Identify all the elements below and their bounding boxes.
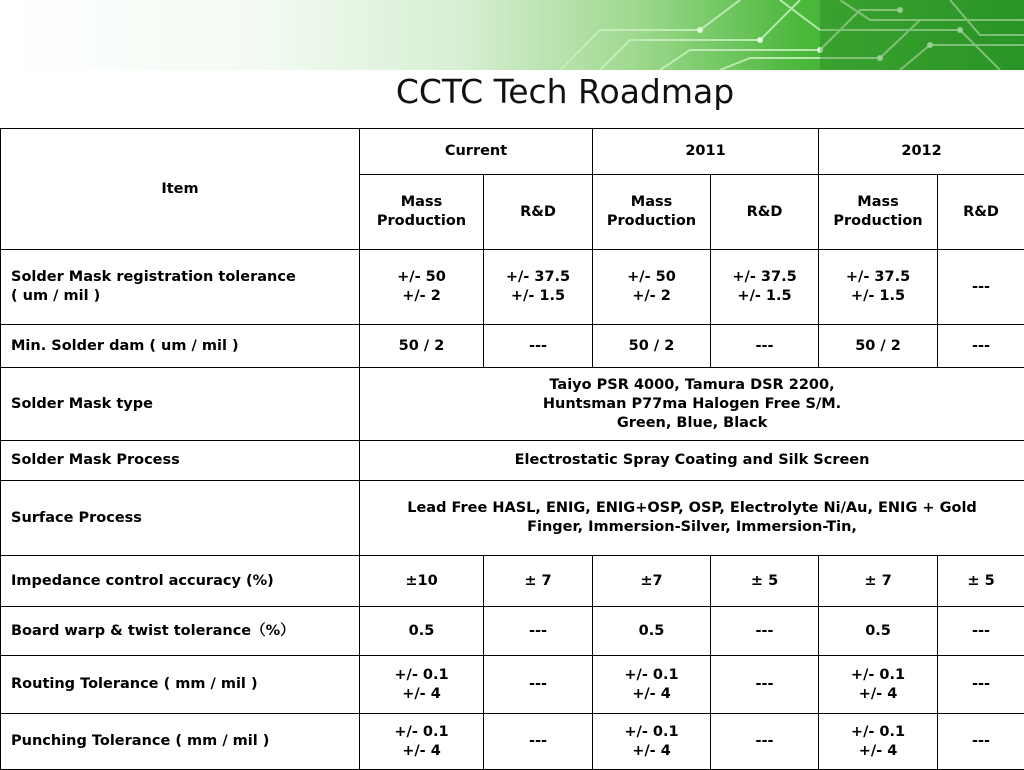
cell-value: +/- 50 +/- 2 <box>593 250 711 325</box>
cell-value: --- <box>484 656 593 714</box>
table-row <box>1 250 1024 325</box>
roadmap-table <box>0 128 1024 770</box>
cell-value: ± 7 <box>819 556 938 607</box>
cell-value: --- <box>711 325 819 368</box>
header-item: Item <box>1 129 360 250</box>
cell-value: 0.5 <box>360 607 484 656</box>
cell-value: --- <box>711 714 819 770</box>
circuit-board-banner <box>0 0 1024 70</box>
cell-value: 50 / 2 <box>819 325 938 368</box>
row-label: Solder Mask type <box>1 368 360 441</box>
table-row <box>1 556 1024 607</box>
cell-value: --- <box>938 250 1024 325</box>
cell-value: --- <box>484 607 593 656</box>
row-label: Impedance control accuracy (%) <box>1 556 360 607</box>
cell-value: 0.5 <box>593 607 711 656</box>
cell-value: +/- 0.1 +/- 4 <box>819 656 938 714</box>
table-row <box>1 656 1024 714</box>
header-year-current: Current <box>360 129 593 175</box>
cell-value: ±10 <box>360 556 484 607</box>
cell-value: ± 7 <box>484 556 593 607</box>
cell-value: +/- 37.5 +/- 1.5 <box>819 250 938 325</box>
row-label: Routing Tolerance ( mm / mil ) <box>1 656 360 714</box>
cell-value: +/- 0.1 +/- 4 <box>593 714 711 770</box>
header-sub-current-mass: Mass Production <box>360 175 484 250</box>
cell-value: +/- 37.5 +/- 1.5 <box>711 250 819 325</box>
cell-value: +/- 37.5 +/- 1.5 <box>484 250 593 325</box>
table-row <box>1 607 1024 656</box>
row-label: Board warp & twist tolerance（%） <box>1 607 360 656</box>
table-row <box>1 368 1024 441</box>
cell-span-value: Taiyo PSR 4000, Tamura DSR 2200, Huntsman P77ma Halogen Free S/M. Green, Blue, Black <box>360 368 1024 441</box>
slide-title: CCTC Tech Roadmap <box>0 72 1024 111</box>
table-row <box>1 325 1024 368</box>
table-row <box>1 714 1024 770</box>
header-sub-2011-rd: R&D <box>711 175 819 250</box>
table-row <box>1 481 1024 556</box>
row-label: Min. Solder dam ( um / mil ) <box>1 325 360 368</box>
cell-value: +/- 0.1 +/- 4 <box>593 656 711 714</box>
cell-value: --- <box>938 656 1024 714</box>
cell-value: --- <box>711 656 819 714</box>
row-label: Punching Tolerance ( mm / mil ) <box>1 714 360 770</box>
cell-value: +/- 0.1 +/- 4 <box>360 714 484 770</box>
cell-value: +/- 50 +/- 2 <box>360 250 484 325</box>
header-year-2012: 2012 <box>819 129 1024 175</box>
cell-value: --- <box>938 325 1024 368</box>
header-year-2011: 2011 <box>593 129 819 175</box>
circuit-traces-graphic <box>0 0 1024 70</box>
cell-span-value: Electrostatic Spray Coating and Silk Screen <box>360 441 1024 481</box>
cell-value: +/- 0.1 +/- 4 <box>360 656 484 714</box>
cell-value: 50 / 2 <box>593 325 711 368</box>
header-sub-2012-mass: Mass Production <box>819 175 938 250</box>
row-label: Surface Process <box>1 481 360 556</box>
cell-value: --- <box>711 607 819 656</box>
cell-value: --- <box>484 325 593 368</box>
header-sub-current-rd: R&D <box>484 175 593 250</box>
cell-span-value: Lead Free HASL, ENIG, ENIG+OSP, OSP, Electrolyte Ni/Au, ENIG + Gold Finger, Immersion-Silver, Immersion-Tin, <box>360 481 1024 556</box>
cell-value: 0.5 <box>819 607 938 656</box>
header-sub-2011-mass: Mass Production <box>593 175 711 250</box>
cell-value: +/- 0.1 +/- 4 <box>819 714 938 770</box>
cell-value: ±7 <box>593 556 711 607</box>
cell-value: --- <box>938 714 1024 770</box>
cell-value: ± 5 <box>711 556 819 607</box>
row-label: Solder Mask Process <box>1 441 360 481</box>
header-sub-2012-rd: R&D <box>938 175 1024 250</box>
cell-value: ± 5 <box>938 556 1024 607</box>
table-row <box>1 441 1024 481</box>
cell-value: --- <box>484 714 593 770</box>
cell-value: 50 / 2 <box>360 325 484 368</box>
cell-value: --- <box>938 607 1024 656</box>
row-label: Solder Mask registration tolerance ( um / mil ) <box>1 250 360 325</box>
